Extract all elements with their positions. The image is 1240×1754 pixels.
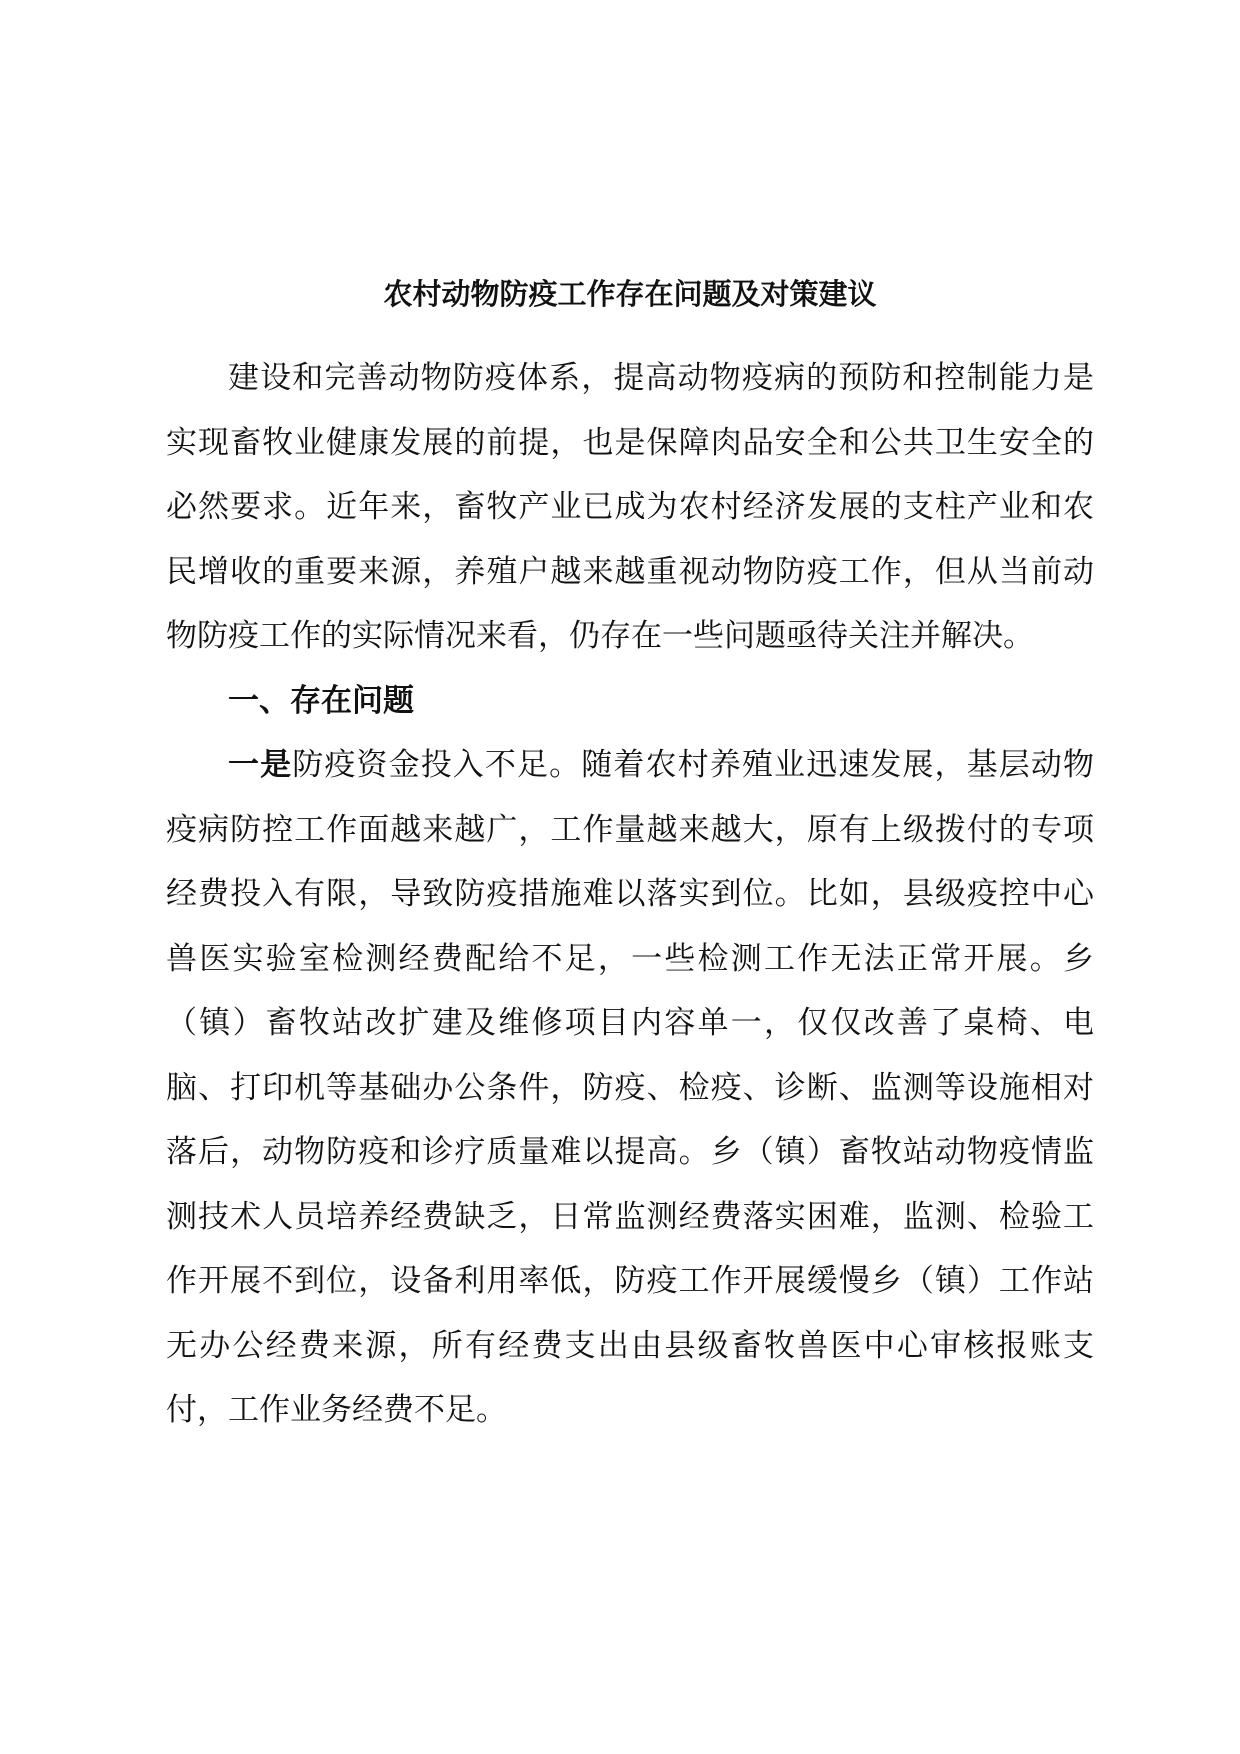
intro-paragraph: 建设和完善动物防疫体系，提高动物疫病的预防和控制能力是实现畜牧业健康发展的前提，也是保障肉品安全和公共卫生安全的必然要求。近年来，畜牧产业已成为农村经济发展的支柱产业和农民增收的重要来源，养殖户越来越重视动物防疫工作，但从当前动物防疫工作的实际情况来看，仍存在一些问题亟待关注并解决。 — [166, 360, 1094, 654]
point-one-text: 防疫资金投入不足。随着农村养殖业迅速发展，基层动物疫病防控工作面越来越广，工作量越来越大，原有上级拨付的专项经费投入有限，导致防疫措施难以落实到位。比如，县级疫控中心兽医实验室检测经费配给不足，一些检测工作无法正常开展。乡（镇）畜牧站改扩建及维修项目内容单一，仅仅改善了桌椅、电脑、打印机等基础办公条件，防疫、检疫、诊断、监测等设施相对落后，动物防疫和诊疗质量难以提高。乡（镇）畜牧站动物疫情监测技术人员培养经费缺乏，日常监测经费落实困难，监测、检验工作开展不到位，设备利用率低，防疫工作开展缓慢乡（镇）工作站无办公经费来源，所有经费支出由县级畜牧兽医中心审核报账支付，工作业务经费不足。 — [166, 747, 1095, 1428]
document-title: 农村动物防疫工作存在问题及对策建议 — [383, 277, 877, 311]
point-one-lead: 一是 — [228, 747, 293, 783]
point-one-paragraph — [166, 733, 1094, 1443]
document-body — [166, 272, 1094, 1443]
section-heading: 一、存在问题 — [228, 682, 414, 719]
